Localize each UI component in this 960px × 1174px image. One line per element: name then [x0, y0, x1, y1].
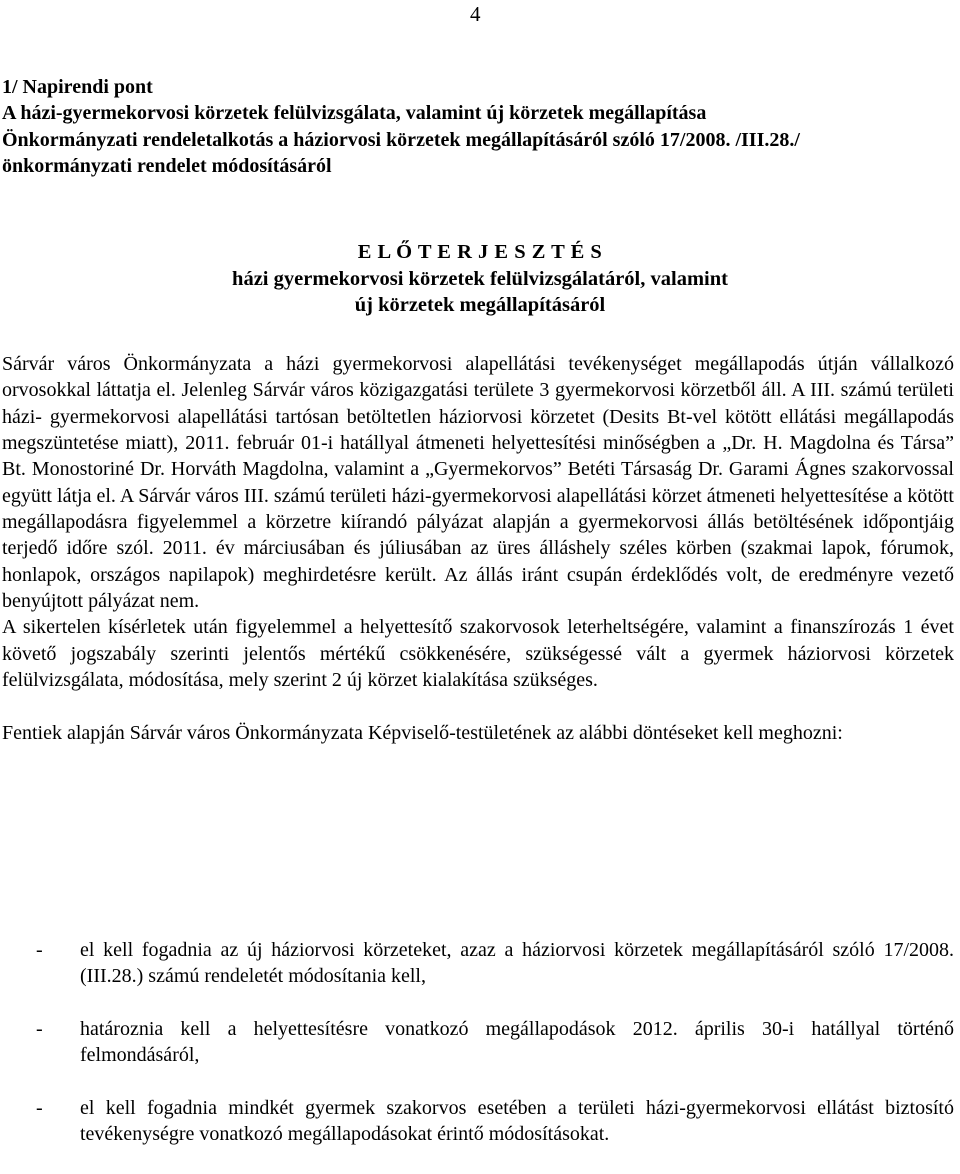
decision-list — [2, 937, 954, 1174]
paragraph: Fentiek alapján Sárvár város Önkormányzata Képviselő-testületének az alábbi döntéseket kell meghozni: — [2, 721, 843, 744]
agenda-subject-line: Önkormányzati rendeletalkotás a háziorvosi körzetek megállapításáról szóló 17/2008. /III.28./ — [2, 128, 800, 151]
agenda-header — [2, 74, 952, 179]
page-number: 4 — [470, 2, 481, 26]
agenda-subject: A házi-gyermekorvosi körzetek felülvizsgálata, valamint új körzetek megállapítása — [2, 102, 707, 125]
agenda-subject-line: önkormányzati rendelet módosításáról — [2, 154, 332, 177]
list-item-text: el kell fogadnia az új háziorvosi körzeteket, azaz a háziorvosi körzetek megállapításáról szóló 17/2008. (III.28.) számú rendeletét módosítania kell, — [80, 939, 954, 988]
list-item — [2, 1095, 954, 1148]
list-item-text: határoznia kell a helyettesítésre vonatkozó megállapodások 2012. április 30-i hatállyal történő felmondásáról, — [80, 1018, 954, 1067]
document-title — [0, 239, 960, 319]
title-heading: E L Ő T E R J E S Z T É S — [357, 241, 603, 263]
list-dash: - — [36, 939, 43, 961]
paragraph: Sárvár város Önkormányzata a házi gyermekorvosi alapellátási tevékenységet megállapodás útján vállalkozó orvosokkal láttatja el. Jelenleg Sárvár város közigazgatási területe 3 gyermekorvosi körzetből áll. A III. számú területi házi- gyermekorvosi alapellátási tartósan betöltetlen háziorvosi körzetet (Desits Bt-vel kötött ellátási megállapodás megszüntetése miatt), 2011. február 01-i hatállyal átmeneti helyettesítési minőségben a „Dr. H. Magdolna és Társa” Bt. Monostoriné Dr. Horváth Magdolna, valamint a „Gyermekorvos” Betéti Társaság Dr. Garami Ágnes szakorvossal együtt látja el. A Sárvár város III. számú területi házi-gyermekorvosi alapellátási körzet átmeneti helyettesítése a kötött megállapodásra figyelemmel a körzetre kiírandó pályázat alapján a gyermekorvosi állás betöltésének időpontjáig terjedő időre szól. 2011. év márciusában és júliusában az üres álláshely széles körben (szakmai lapok, fórumok, honlapok, országos napilapok) meghirdetésre került. Az állás iránt csupán érdeklődés volt, de eredményre vezető benyújtott pályázat nem. — [2, 353, 954, 613]
list-item-text: el kell fogadnia mindkét gyermek szakorvos esetében a területi házi-gyermekorvosi ellátást biztosító tevékenységre vonatkozó megállapodásokat érintő módosításokat. — [80, 1097, 954, 1146]
body-text — [2, 351, 954, 746]
agenda-item-label: 1/ Napirendi pont — [2, 76, 153, 98]
list-dash: - — [36, 1097, 43, 1120]
paragraph: A sikertelen kísérletek után figyelemmel a helyettesítő szakorvosok leterheltségére, valamint a finanszírozás 1 évet követő jogszabály szerinti jelentős mértékű csökkenésére, szükségessé vált a gyermek háziorvosi körzetek felülvizsgálata, módosítása, mely szerint 2 új körzet kialakítása szükséges. — [2, 616, 954, 692]
list-item — [2, 937, 954, 990]
title-subheading: házi gyermekorvosi körzetek felülvizsgálatáról, valamint — [232, 267, 728, 290]
list-dash: - — [36, 1018, 43, 1041]
list-item — [2, 1016, 954, 1069]
title-subheading: új körzetek megállapításáról — [354, 294, 606, 316]
